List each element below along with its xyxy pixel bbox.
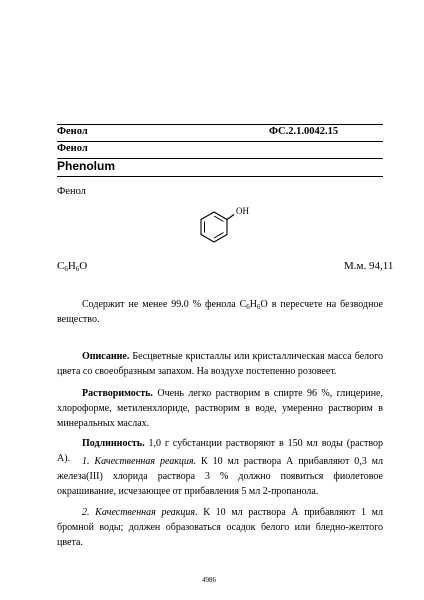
reaction-1-number: 1. xyxy=(82,456,90,467)
header-rule-1 xyxy=(57,141,383,142)
oh-bond xyxy=(227,215,234,220)
structure-caption: Фенол xyxy=(57,186,86,197)
oh-label: OH xyxy=(236,206,249,216)
reaction-2-label: Качественная реакция. xyxy=(89,507,198,518)
content-paragraph: Содержит не менее 99.0 % фенола $C_6H_6O$ в пересчете на безводное вещество. xyxy=(57,299,383,325)
monograph-name-ru: Фенол xyxy=(57,126,88,137)
reaction-2-text: К 10 мл раствора А прибавляют 1 мл бромной воды; должен образоваться осадок белого или бледно-желтого цвета. xyxy=(57,507,383,548)
latin-name: Phenolum xyxy=(57,159,116,173)
authenticity-label: Подлинность. xyxy=(82,438,145,449)
mw-value: 94,11 xyxy=(369,260,394,272)
reaction-2-paragraph xyxy=(57,505,383,550)
reaction-1-label: Качественная реакция. xyxy=(89,456,197,467)
solubility-text: Очень легко растворим в спирте 96 %, глицерине, хлороформе, метиленхлориде, растворим в воде, умеренно растворим в минеральных маслах. xyxy=(57,388,383,429)
description-label: Описание. xyxy=(82,351,130,362)
header-rule-3 xyxy=(57,176,383,177)
reaction-1-paragraph xyxy=(57,454,383,499)
molecular-formula xyxy=(57,260,87,272)
solubility-paragraph xyxy=(57,386,383,431)
reaction-2-number: 2. xyxy=(82,507,90,518)
fs-code: ФС.2.1.0042.15 xyxy=(269,126,339,137)
description-text: Бесцветные кристаллы или кристаллическая масса белого цвета со своеобразным запахом. На воздухе постепенно розовеет. xyxy=(57,351,383,377)
monograph-name-ru-2: Фенол xyxy=(57,143,88,154)
header-rule-top xyxy=(57,124,383,125)
page-number: 4986 xyxy=(202,576,216,584)
mw-label: М.м. xyxy=(344,260,367,272)
formula-h-count: 6 xyxy=(75,265,80,273)
formula-h: H xyxy=(67,260,76,272)
molecular-weight xyxy=(344,260,393,272)
reaction-1-text: К 10 мл раствора А прибавляют 0,3 мл железа(III) хлорида раствора 3 % должно появиться фиолетовое окрашивание, исчезающее от прибавления 5 мл 2-пропанола. xyxy=(57,456,383,497)
formula-c: C xyxy=(57,260,65,272)
solubility-label: Растворимость. xyxy=(82,388,153,399)
formula-o: O xyxy=(79,260,88,272)
description-paragraph xyxy=(57,349,383,379)
formula-c-count: 6 xyxy=(64,265,68,273)
authenticity-text: 1,0 г субстанции растворяют в 150 мл воды (раствор А). xyxy=(57,438,383,464)
